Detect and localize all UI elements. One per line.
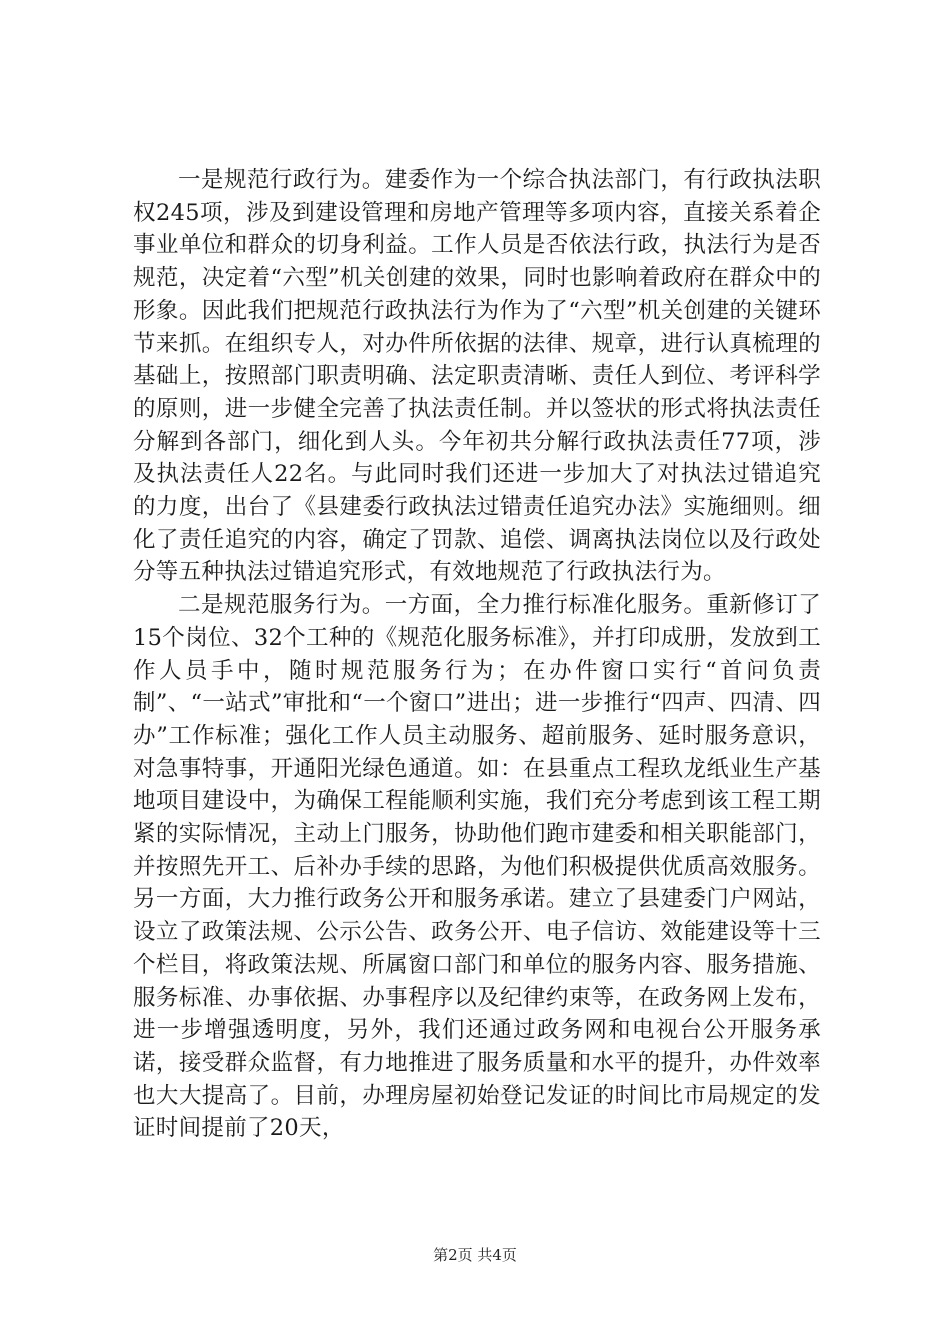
paragraph-2: 二是规范服务行为。一方面，全力推行标准化服务。重新修订了15个岗位、32个工种的《规范化服务标准》，并打印成册，发放到工作人员手中，随时规范服务行为；在办件窗口实行“首问负责制”、“一站式”审批和“一个窗口”进出；进一步推行“四声、四清、四办”工作标准；强化工作人员主动服务、超前服务、延时服务意识，对急事特事，开通阳光绿色通道。如：在县重点工程玖龙纸业生产基地项目建设中，为确保工程能顺利实施，我们充分考虑到该工程工期紧的实际情况，主动上门服务，协助他们跑市建委和相关职能部门，并按照先开工、后补办手续的思路，为他们积极提供优质高效服务。另一方面，大力推行政务公开和服务承诺。建立了县建委门户网站，设立了政策法规、公示公告、政务公开、电子信访、效能建设等十三个栏目，将政策法规、所属窗口部门和单位的服务内容、服务措施、服务标准、办事依据、办事程序以及纪律约束等，在政务网上发布，进一步增强透明度，另外，我们还通过政务网和电视台公开服务承诺，接受群众监督，有力地推进了服务质量和水平的提升，办件效率也大大提高了。目前，办理房屋初始登记发证的时间比市局规定的发证时间提前了20天， bbox=[133, 592, 821, 1142]
document-body bbox=[133, 164, 821, 1145]
paragraph-1: 一是规范行政行为。建委作为一个综合执法部门，有行政执法职权245项，涉及到建设管理和房地产管理等多项内容，直接关系着企事业单位和群众的切身利益。工作人员是否依法行政，执法行为是否规范，决定着“六型”机关创建的效果，同时也影响着政府在群众中的形象。因此我们把规范行政执法行为作为了“六型”机关创建的关键环节来抓。在组织专人，对办件所依据的法律、规章，进行认真梳理的基础上，按照部门职责明确、法定职责清晰、责任人到位、考评科学的原则，进一步健全完善了执法责任制。并以签状的形式将执法责任分解到各部门，细化到人头。今年初共分解行政执法责任77项，涉及执法责任人22名。与此同时我们还进一步加大了对执法过错追究的力度，出台了《县建委行政执法过错责任追究办法》实施细则。细化了责任追究的内容，确定了罚款、追偿、调离执法岗位以及行政处分等五种执法过错追究形式，有效地规范了行政执法行为。 bbox=[133, 167, 821, 586]
page-number-footer: 第2页 共4页 bbox=[433, 1246, 517, 1264]
